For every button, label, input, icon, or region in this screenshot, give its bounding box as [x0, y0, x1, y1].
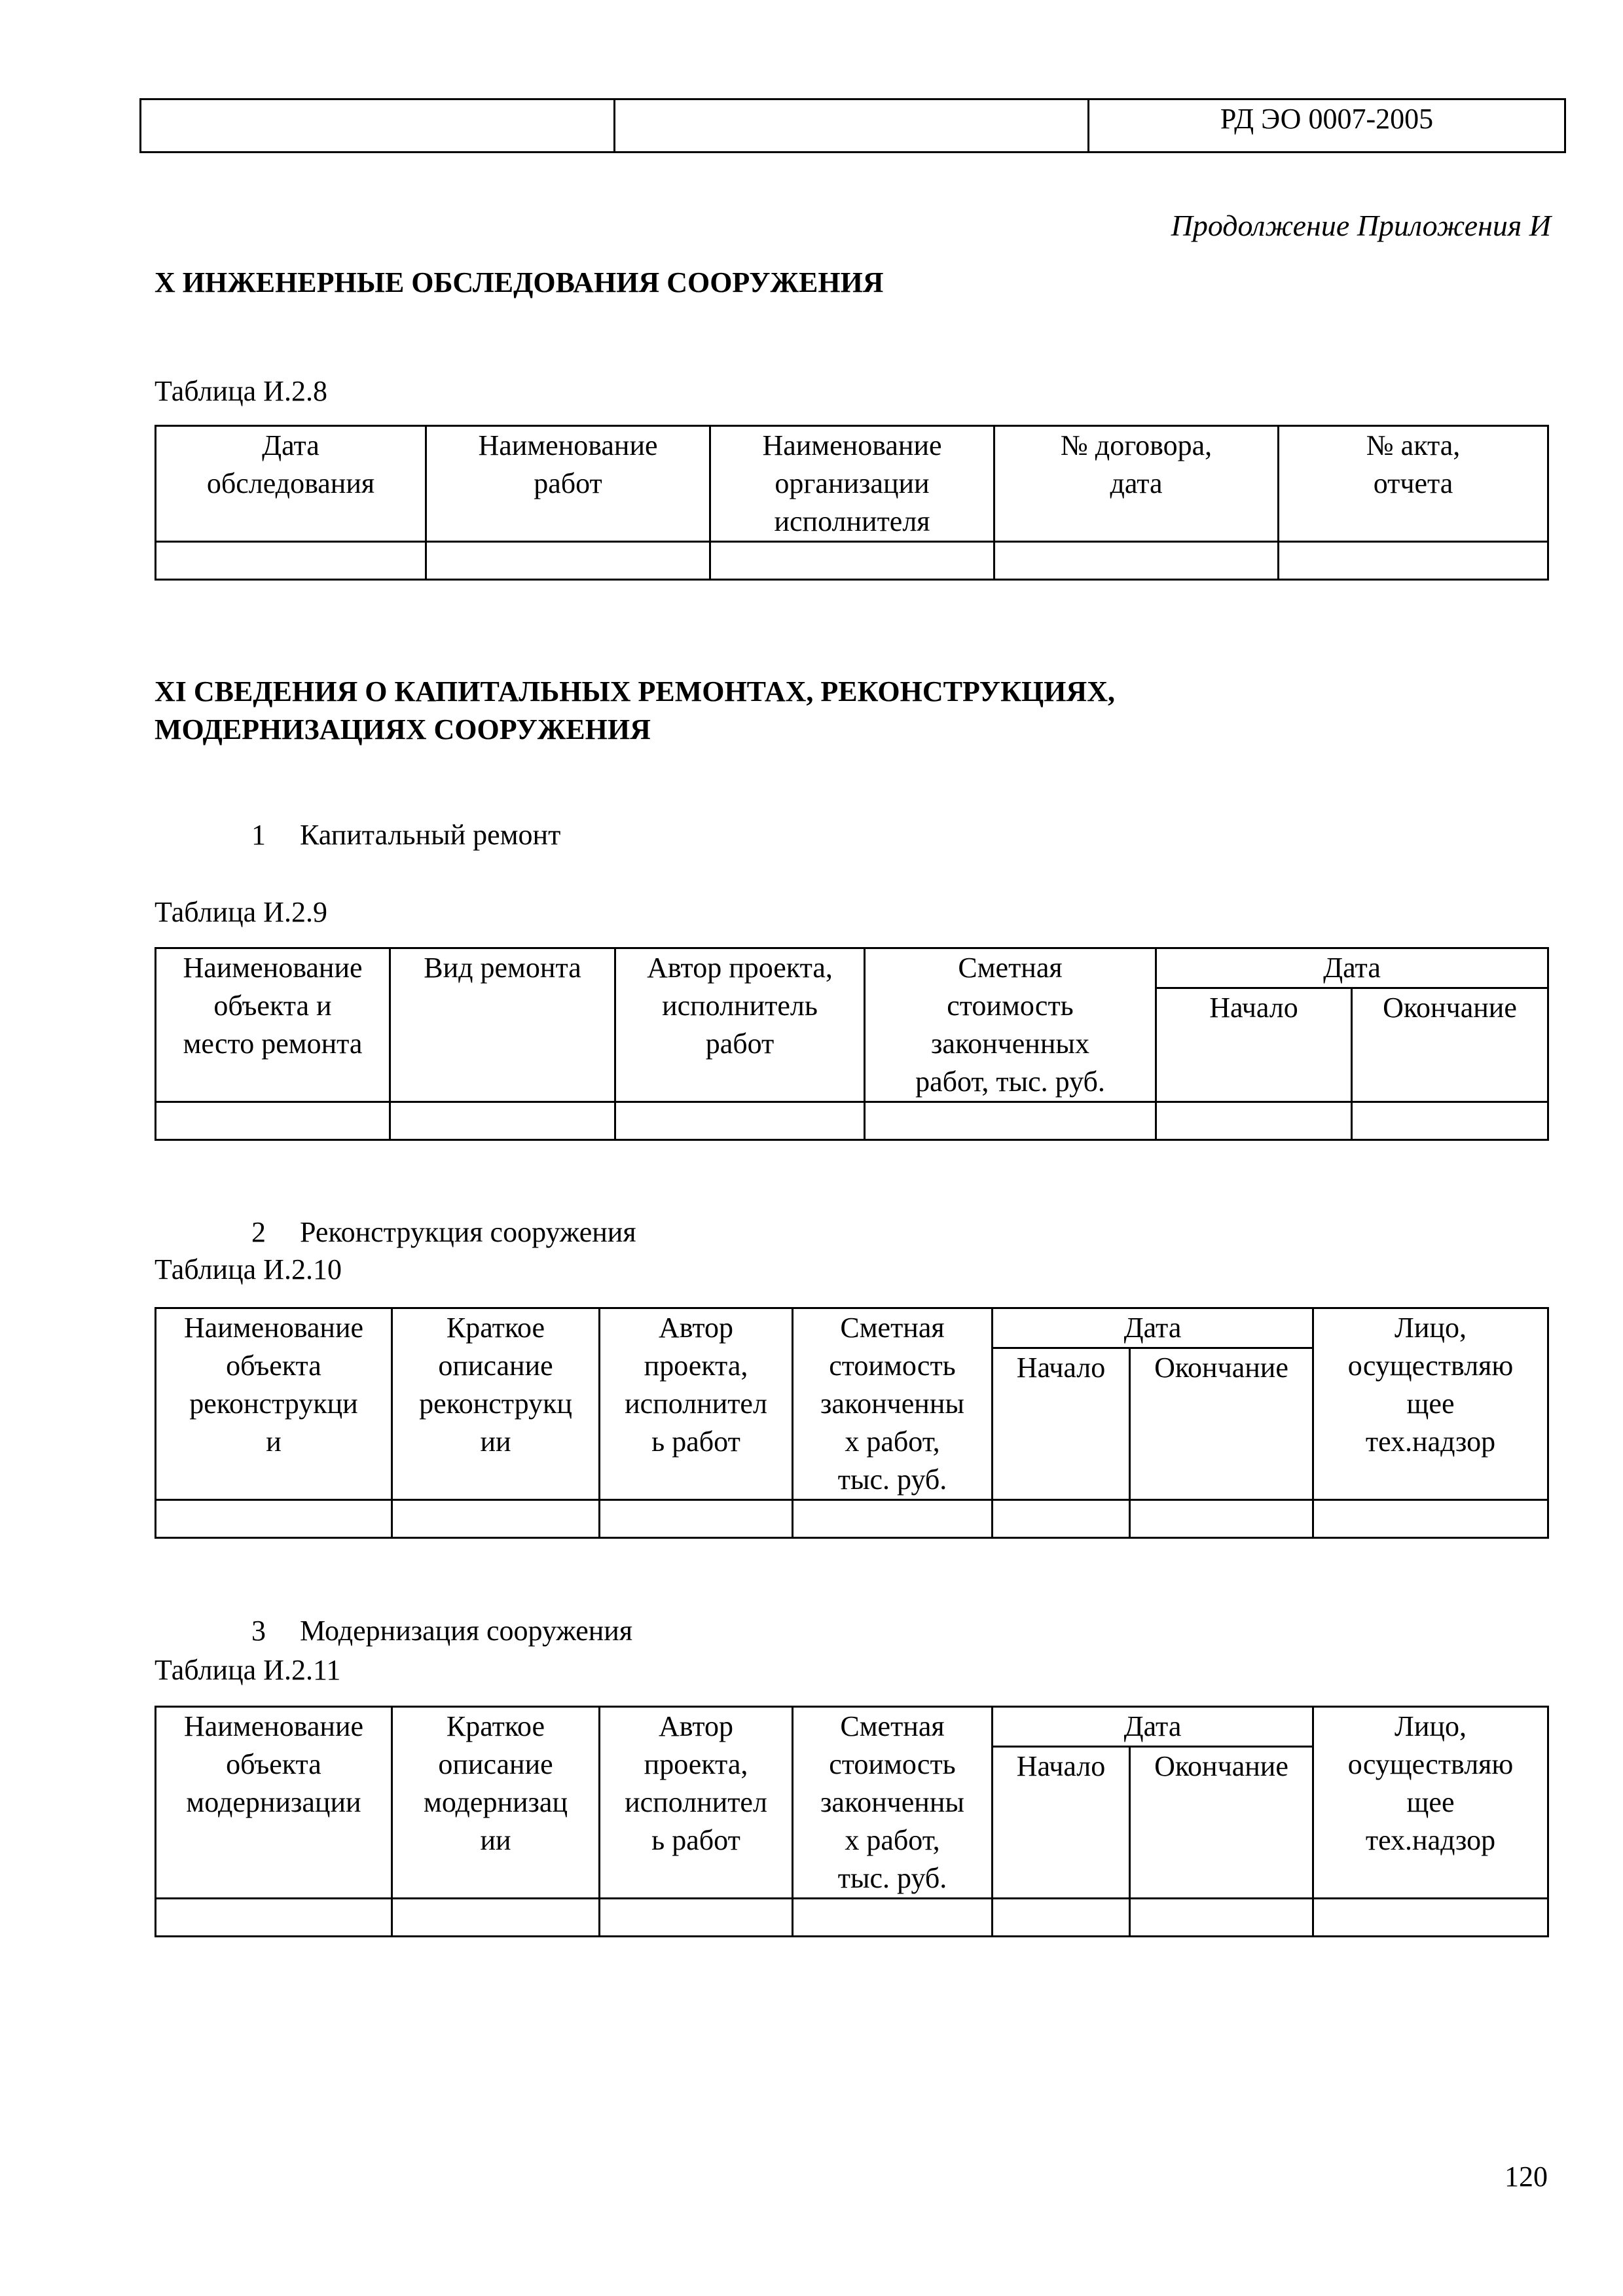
table-cell — [1130, 1500, 1313, 1538]
th-repair-type: Вид ремонта — [390, 948, 615, 1102]
th-end-date: Окончание — [1130, 1348, 1313, 1500]
section-xi-title-line1: XI СВЕДЕНИЯ О КАПИТАЛЬНЫХ РЕМОНТАХ, РЕКОНСТРУКЦИЯХ, — [155, 675, 1115, 708]
table-cell — [1156, 1102, 1352, 1140]
th-contractor-name: Наименование организации исполнителя — [710, 426, 994, 542]
th-object-name: Наименование объекта модернизации — [156, 1707, 392, 1899]
th-estimated-cost: Сметная стоимость законченных работ, тыс. руб. — [865, 948, 1156, 1102]
table-cell — [994, 542, 1279, 580]
header-cell-empty-2 — [615, 99, 1089, 152]
table-cell — [793, 1899, 993, 1937]
th-object-name: Наименование объекта реконструкци и — [156, 1308, 392, 1500]
table-i211 — [155, 1706, 1549, 1937]
th-act-number: № акта, отчета — [1279, 426, 1548, 542]
continuation-note: Продолжение Приложения И — [1171, 209, 1551, 242]
th-date: Дата — [1156, 948, 1548, 988]
th-end-date: Окончание — [1130, 1747, 1313, 1899]
table-cell — [600, 1500, 793, 1538]
th-survey-date: Дата обследования — [156, 426, 426, 542]
table-caption-i211: Таблица И.2.11 — [155, 1654, 341, 1686]
table-cell — [600, 1899, 793, 1937]
th-short-description: Краткое описание реконструкц ии — [392, 1308, 600, 1500]
table-cell — [156, 1899, 392, 1937]
table-cell — [390, 1102, 615, 1140]
th-project-author: Автор проекта, исполнител ь работ — [600, 1308, 793, 1500]
doc-code: РД ЭО 0007-2005 — [1089, 99, 1565, 152]
th-object-name: Наименование объекта и место ремонта — [156, 948, 390, 1102]
th-start-date: Начало — [993, 1747, 1130, 1899]
table-cell — [392, 1899, 600, 1937]
th-estimated-cost: Сметная стоимость законченны х работ, тыс. руб. — [793, 1308, 993, 1500]
th-project-author: Автор проекта, исполнитель работ — [615, 948, 865, 1102]
table-cell — [156, 542, 426, 580]
header-cell-empty-1 — [141, 99, 615, 152]
table-cell — [615, 1102, 865, 1140]
header-table — [139, 98, 1566, 153]
table-caption-i210: Таблица И.2.10 — [155, 1253, 342, 1285]
subsection-3-number: 3 — [251, 1615, 266, 1647]
table-cell — [993, 1500, 1130, 1538]
table-cell — [426, 542, 710, 580]
table-cell — [1279, 542, 1548, 580]
table-cell — [993, 1899, 1130, 1937]
th-date: Дата — [993, 1707, 1313, 1747]
table-cell — [865, 1102, 1156, 1140]
table-cell — [1352, 1102, 1548, 1140]
table-cell — [392, 1500, 600, 1538]
th-short-description: Краткое описание модернизац ии — [392, 1707, 600, 1899]
th-estimated-cost: Сметная стоимость законченны х работ, тыс. руб. — [793, 1707, 993, 1899]
section-xi-title-line2: МОДЕРНИЗАЦИЯХ СООРУЖЕНИЯ — [155, 713, 651, 745]
th-supervisor: Лицо, осуществляю щее тех.надзор — [1313, 1308, 1548, 1500]
subsection-2-number: 2 — [251, 1216, 266, 1248]
table-cell — [1313, 1500, 1548, 1538]
th-works-name: Наименование работ — [426, 426, 710, 542]
th-end-date: Окончание — [1352, 988, 1548, 1102]
table-caption-i29: Таблица И.2.9 — [155, 896, 327, 928]
table-cell — [156, 1102, 390, 1140]
table-caption-i28: Таблица И.2.8 — [155, 375, 327, 407]
table-cell — [156, 1500, 392, 1538]
subsection-1-number: 1 — [251, 819, 266, 851]
table-i29 — [155, 947, 1549, 1141]
th-contract-number: № договора, дата — [994, 426, 1279, 542]
th-project-author: Автор проекта, исполнител ь работ — [600, 1707, 793, 1899]
table-cell — [710, 542, 994, 580]
th-start-date: Начало — [1156, 988, 1352, 1102]
table-cell — [1130, 1899, 1313, 1937]
th-date: Дата — [993, 1308, 1313, 1348]
table-i28 — [155, 425, 1549, 581]
th-start-date: Начало — [993, 1348, 1130, 1500]
table-i210 — [155, 1307, 1549, 1539]
table-cell — [793, 1500, 993, 1538]
table-cell — [1313, 1899, 1548, 1937]
subsection-1-label: Капитальный ремонт — [300, 819, 561, 851]
section-x-title: X ИНЖЕНЕРНЫЕ ОБСЛЕДОВАНИЯ СООРУЖЕНИЯ — [155, 266, 884, 298]
subsection-2-label: Реконструкция сооружения — [300, 1216, 636, 1248]
subsection-3-label: Модернизация сооружения — [300, 1615, 633, 1647]
page-number: 120 — [1504, 2161, 1548, 2193]
th-supervisor: Лицо, осуществляю щее тех.надзор — [1313, 1707, 1548, 1899]
